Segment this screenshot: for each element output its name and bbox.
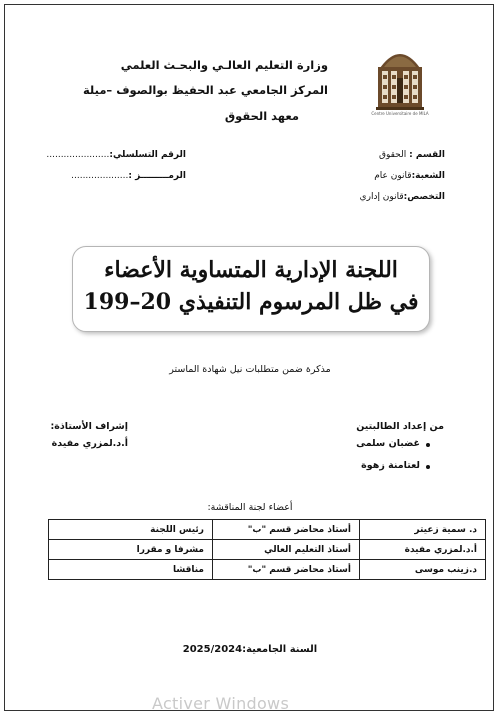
department-label: القسم : [409,150,445,160]
department-value: الحقوق [379,150,410,160]
activation-watermark: Activer Windows [152,694,290,713]
committee-title: أعضاء لجنة المناقشة: [207,502,293,513]
supervisor-name: أ.د.لمزري مفيدة [51,438,128,449]
code-label: الرمـــــــــز : [128,171,186,181]
code-dots: .................... [71,171,129,181]
table-row [49,560,486,580]
serial-label: الرقم التسلسلي: [109,150,186,160]
thesis-title-box [72,246,430,332]
degree-subtitle: مذكرة ضمن متطلبات نيل شهادة الماستر [169,364,331,375]
university-logo [371,38,429,118]
ministry-name: وزارة التعليم العالـي والبحـث العلمي [120,58,328,72]
table-row [49,540,486,560]
academic-year: السنة الجامعية:2025/2024 [182,644,318,655]
member-role: رئيس اللجنة [49,520,213,540]
member-role: مشرفا و مقررا [49,540,213,560]
student-name: غضبان سلمى [356,438,420,449]
branch-row [374,171,445,181]
serial-dots: ...................... [46,150,110,160]
specialty-row [360,192,445,202]
thesis-title-line2: في ظل المرسوم التنفيذي 20–199 [83,289,419,315]
member-role: مناقشا [49,560,213,580]
specialty-label: التخصص: [403,192,445,202]
table-row [49,520,486,540]
department-row [379,150,445,160]
supervisor-label: إشراف الأستاذة: [50,421,128,432]
member-name: د. سمية زعيتر [360,520,486,540]
member-rank: أستاذ محاضر قسم "ب" [213,520,360,540]
branch-label: الشعبة: [411,171,445,181]
code-row [71,171,186,181]
students-label: من إعداد الطالبتين [356,421,444,432]
serial-row [46,150,186,160]
member-rank: أستاذ التعليم العالي [213,540,360,560]
logo-caption: Centre Universitaire de MILA [371,111,429,116]
thesis-title-line1: اللجنة الإدارية المتساوية الأعضاء [104,257,398,283]
institute-name: معهد الحقوق [224,109,299,123]
member-name: أ.د.لمزري مفيدة [360,540,486,560]
committee-table [48,519,486,580]
bullet-icon [426,443,430,447]
center-name: المركز الجامعي عبد الحفيظ بوالصوف –ميلة [82,83,328,97]
student-name: لعتامنة زهوة [361,460,420,471]
bullet-icon [426,465,430,469]
specialty-value: قانون إداري [359,192,404,202]
member-rank: أستاذ محاضر قسم "ب" [213,560,360,580]
branch-value: قانون عام [374,171,412,181]
member-name: د.زينب موسى [360,560,486,580]
